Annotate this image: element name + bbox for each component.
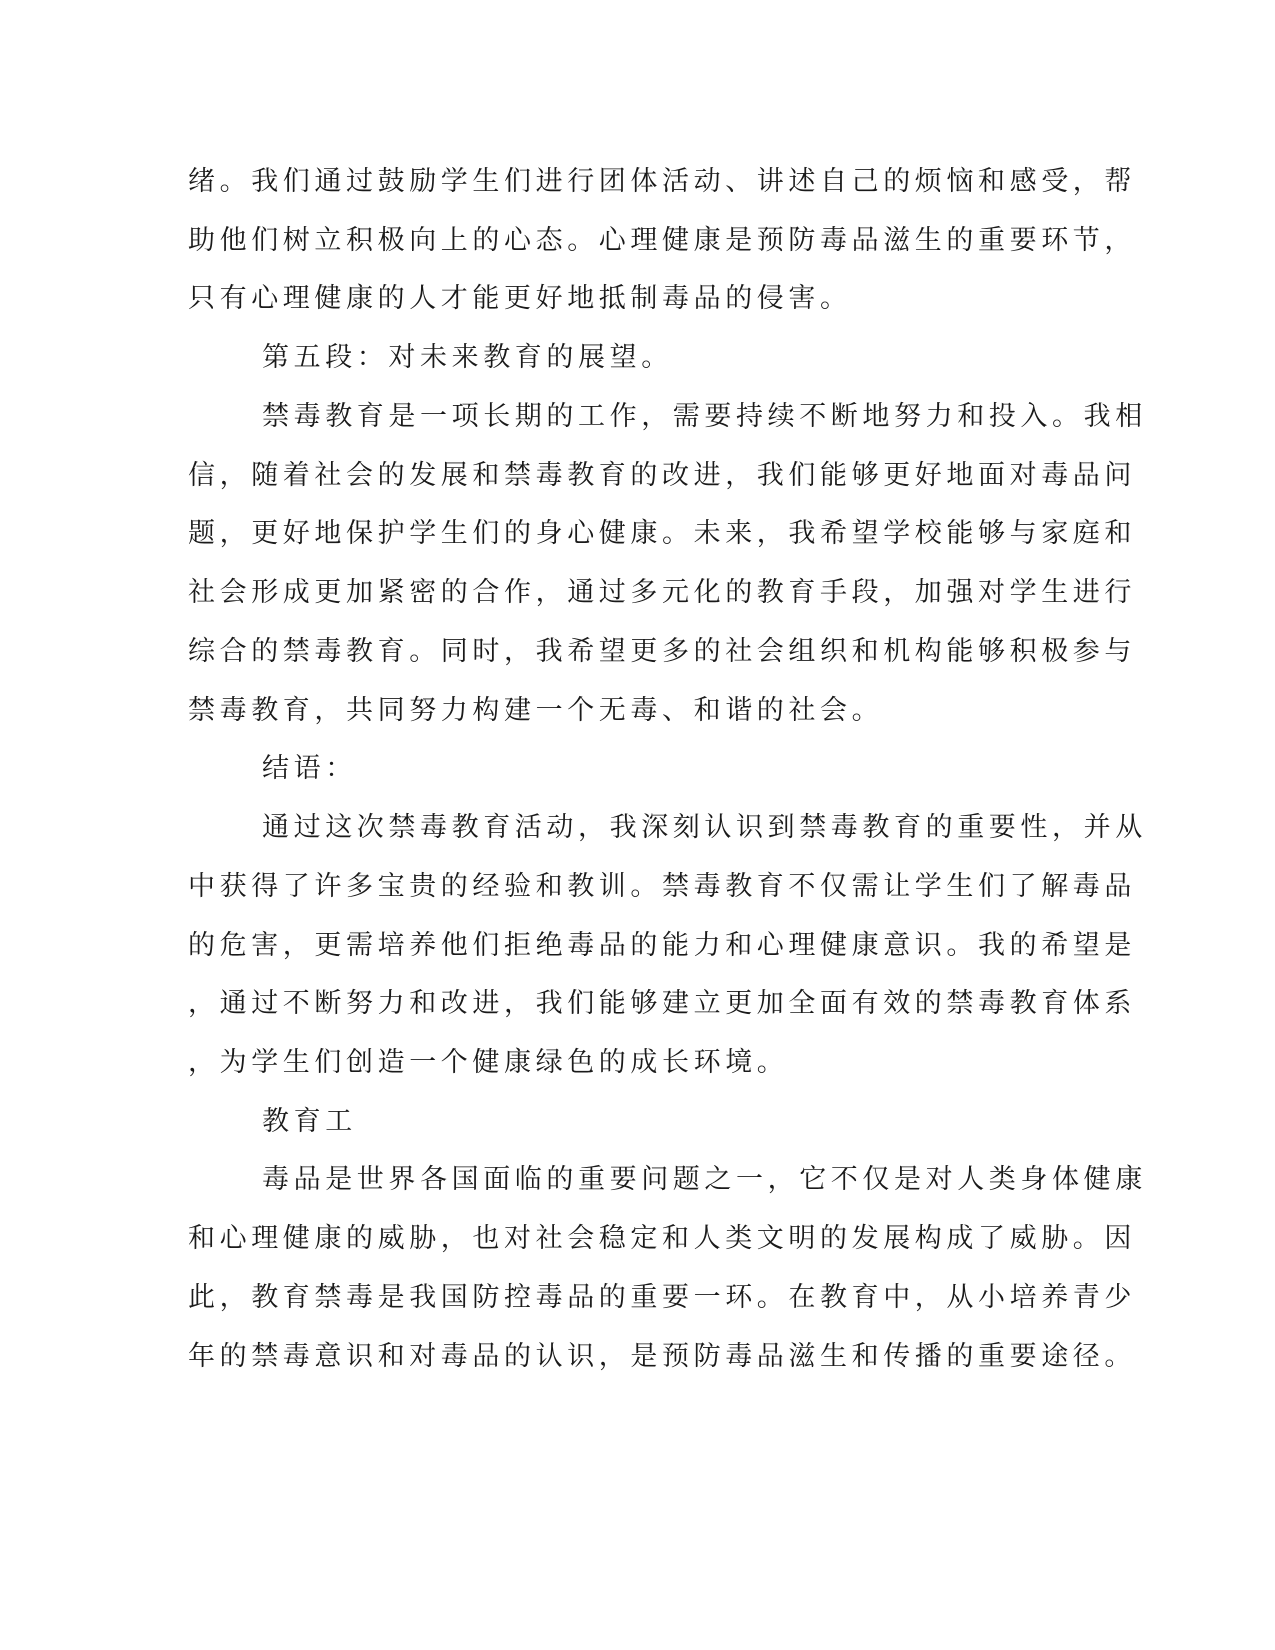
text-line: 社会形成更加紧密的合作，通过多元化的教育手段，加强对学生进行 [188, 577, 1136, 608]
text-line: 和心理健康的威胁，也对社会稳定和人类文明的发展构成了威胁。因 [188, 1223, 1136, 1254]
text-line: 的危害，更需培养他们拒绝毒品的能力和心理健康意识。我的希望是 [188, 930, 1136, 961]
text-line: 综合的禁毒教育。同时，我希望更多的社会组织和机构能够积极参与 [188, 636, 1136, 667]
text-line: ，通过不断努力和改进，我们能够建立更加全面有效的禁毒教育体系 [188, 988, 1136, 1019]
text-line: 题，更好地保护学生们的身心健康。未来，我希望学校能够与家庭和 [188, 518, 1136, 549]
text-line: 毒品是世界各国面临的重要问题之一，它不仅是对人类身体健康 [262, 1164, 1147, 1195]
text-line: 禁毒教育，共同努力构建一个无毒、和谐的社会。 [188, 695, 884, 726]
section-heading: 结语： [262, 753, 357, 784]
text-line: 此，教育禁毒是我国防控毒品的重要一环。在教育中，从小培养青少 [188, 1282, 1136, 1313]
text-line: ，为学生们创造一个健康绿色的成长环境。 [188, 1047, 789, 1078]
text-line: 信，随着社会的发展和禁毒教育的改进，我们能够更好地面对毒品问 [188, 460, 1136, 491]
text-line: 禁毒教育是一项长期的工作，需要持续不断地努力和投入。我相 [262, 401, 1147, 432]
section-heading: 教育工 [262, 1106, 357, 1137]
text-line: 只有心理健康的人才能更好地抵制毒品的侵害。 [188, 283, 852, 314]
section-heading: 第五段：对未来教育的展望。 [262, 342, 673, 373]
text-line: 绪。我们通过鼓励学生们进行团体活动、讲述自己的烦恼和感受，帮 [188, 166, 1136, 197]
text-line: 助他们树立积极向上的心态。心理健康是预防毒品滋生的重要环节， [188, 225, 1136, 256]
text-line: 年的禁毒意识和对毒品的认识，是预防毒品滋生和传播的重要途径。 [188, 1341, 1136, 1372]
text-line: 中获得了许多宝贵的经验和教训。禁毒教育不仅需让学生们了解毒品 [188, 871, 1136, 902]
text-line: 通过这次禁毒教育活动，我深刻认识到禁毒教育的重要性，并从 [262, 812, 1147, 843]
